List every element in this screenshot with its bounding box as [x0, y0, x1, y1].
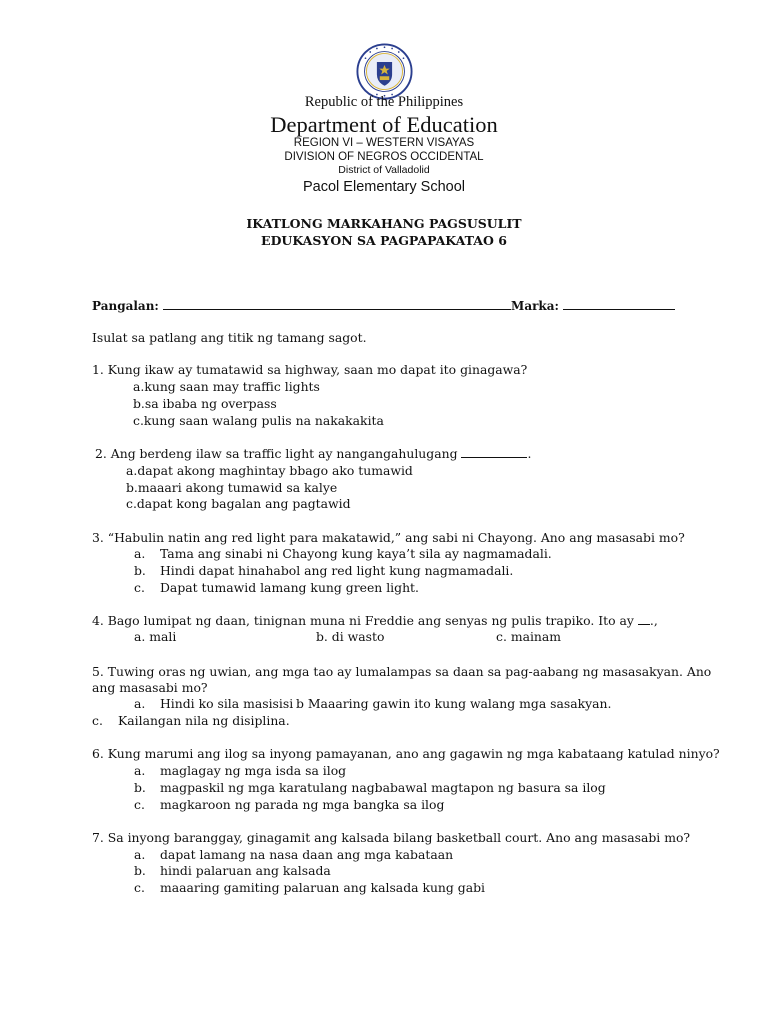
question-2-text: 2. Ang berdeng ilaw sa traffic light ay nangangahulugang: [95, 446, 458, 461]
q6-choice-a: [134, 763, 346, 778]
q6-choice-c: [134, 797, 444, 812]
q4-choice-b: b. di wasto: [316, 629, 385, 644]
q3-text-c: Dapat tumawid lamang kung green light.: [160, 580, 419, 595]
q6-letter-a: a.: [134, 763, 146, 778]
deped-seal-icon: [356, 43, 413, 100]
republic-heading: Republic of the Philippines: [304, 94, 464, 110]
q3-text-a: Tama ang sinabi ni Chayong kung kaya’t sila ay nagmamadali.: [160, 546, 552, 561]
q7-choice-c: [134, 880, 485, 895]
q1-choice-c: c.kung saan walang pulis na nakakakita: [133, 413, 384, 428]
q5-text-c: Kailangan nila ng disiplina.: [118, 713, 290, 728]
q4-choice-a: a. mali: [134, 629, 177, 644]
q5-choice-b: b Maaaring gawin ito kung walang mga sasakyan.: [296, 696, 612, 711]
q6-letter-b: b.: [134, 780, 146, 795]
region-heading: REGION VI – WESTERN VISAYAS: [293, 137, 475, 149]
division-heading: DIVISION OF NEGROS OCCIDENTAL: [284, 151, 484, 163]
name-blank[interactable]: [163, 296, 511, 310]
q6-choice-b: [134, 780, 606, 795]
q5-letter-a: a.: [134, 696, 146, 711]
question-4: [92, 613, 658, 628]
q7-choice-b: [134, 863, 331, 878]
question-2: [95, 446, 531, 461]
question-4-text: 4. Bago lumipat ng daan, tinignan muna ni Freddie ang senyas ng pulis trapiko. Ito ay: [92, 613, 634, 628]
score-blank[interactable]: [563, 296, 675, 310]
q3-choice-b: [134, 563, 513, 578]
q7-choice-a: [134, 847, 453, 862]
question-4-end: .,: [649, 613, 658, 628]
q6-text-b: magpaskil ng mga karatulang nagbabawal magtapon ng basura sa ilog: [160, 780, 606, 795]
question-7: 7. Sa inyong baranggay, ginagamit ang kalsada bilang basketball court. Ano ang masasabi mo?: [92, 830, 691, 845]
instruction-text: Isulat sa patlang ang titik ng tamang sagot.: [92, 330, 367, 345]
question-1: 1. Kung ikaw ay tumatawid sa highway, saan mo dapat ito ginagawa?: [92, 362, 528, 377]
name-label: Pangalan:: [92, 299, 159, 313]
q5-letter-c: c.: [92, 713, 103, 728]
q5-choice-a: [134, 696, 293, 711]
q7-letter-b: b.: [134, 863, 146, 878]
q1-choice-b: b.sa ibaba ng overpass: [133, 396, 277, 411]
q7-text-b: hindi palaruan ang kalsada: [160, 863, 331, 878]
q4-choice-c: c. mainam: [496, 629, 562, 644]
q7-letter-a: a.: [134, 847, 146, 862]
q2-choice-b: b.maaari akong tumawid sa kalye: [126, 480, 338, 495]
q1-choice-a: a.kung saan may traffic lights: [133, 379, 320, 394]
student-info-row: [92, 296, 672, 313]
q3-letter-b: b.: [134, 563, 146, 578]
q2-answer-blank[interactable]: [461, 446, 527, 458]
q2-choice-c: c.dapat kong bagalan ang pagtawid: [126, 496, 351, 511]
district-heading: District of Valladolid: [338, 164, 430, 176]
q6-letter-c: c.: [134, 797, 145, 812]
q5-text-a: Hindi ko sila masisisi: [160, 696, 294, 711]
q3-letter-a: a.: [134, 546, 146, 561]
score-label: Marka:: [511, 299, 559, 313]
question-2-end: .: [527, 446, 532, 461]
q5-choice-c: [92, 713, 290, 728]
q3-text-b: Hindi dapat hinahabol ang red light kung nagmamadali.: [160, 563, 514, 578]
department-heading: Department of Education: [270, 112, 498, 137]
q3-choice-a: [134, 546, 552, 561]
question-5: 5. Tuwing oras ng uwian, ang mga tao ay lumalampas sa daan sa pag-aabang ng masasakyan. Ano: [92, 664, 712, 679]
question-3: 3. “Habulin natin ang red light para makatawid,” ang sabi ni Chayong. Ano ang masasabi mo?: [92, 530, 685, 545]
q3-choice-c: [134, 580, 419, 595]
q7-letter-c: c.: [134, 880, 145, 895]
question-6: 6. Kung marumi ang ilog sa inyong pamayanan, ano ang gagawin ng mga kabataang katulad ninyo?: [92, 746, 720, 761]
q4-answer-blank[interactable]: [638, 613, 650, 625]
q2-choice-a: a.dapat akong maghintay bbago ako tumawid: [126, 463, 413, 478]
q7-text-a: dapat lamang na nasa daan ang mga kabataan: [160, 847, 454, 862]
q6-text-c: magkaroon ng parada ng mga bangka sa ilog: [160, 797, 445, 812]
q6-text-a: maglagay ng mga isda sa ilog: [160, 763, 347, 778]
exam-subject: EDUKASYON SA PAGPAPAKATAO 6: [261, 233, 507, 248]
q7-text-c: maaaring gamiting palaruan ang kalsada kung gabi: [160, 880, 486, 895]
question-5-cont: ang masasabi mo?: [92, 680, 208, 695]
school-heading: Pacol Elementary School: [303, 179, 465, 195]
q3-letter-c: c.: [134, 580, 145, 595]
exam-title: IKATLONG MARKAHANG PAGSUSULIT: [246, 216, 522, 231]
